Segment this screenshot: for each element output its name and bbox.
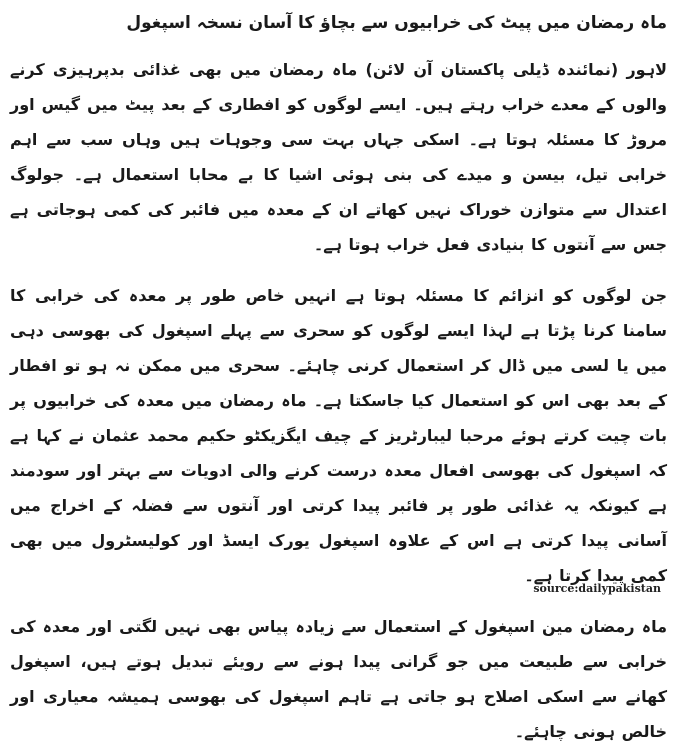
source-credit: source:dailypakistan bbox=[533, 582, 661, 595]
article-title: ماہ رمضان میں پیٹ کی خرابیوں سے بچاؤ کا آسان نسخہ اسپغول bbox=[126, 13, 667, 33]
article-paragraph-3: ماہ رمضان مین اسپغول کے استعمال سے زیادہ پیاس بھی نہیں لگتی اور معدہ کی خرابی سے طبیعت میں جو گرانی پیدا ہونے سے رویئے تبدیل ہوتے ہیں، اسپغول کھانے سے اسکی اصلاح ہو جاتی ہے تاہم اسپغول کی بھوسی ہمیشہ معیاری اور خالص ہونی چاہئے۔ bbox=[10, 617, 668, 741]
article-paragraph-2: جن لوگوں کو انزائم کا مسئلہ ہوتا ہے انہیں خاص طور پر معدہ کی خرابی کا سامنا کرنا پڑتا ہے لہذا ایسے لوگوں کو سحری سے پہلے اسپغول کی بھوسی دہی میں یا لسی میں ڈال کر استعمال کرنی چاہئے۔ سحری میں ممکن نہ ہو تو افطار کے بعد بھی اس کو استعمال کیا جاسکتا ہے۔ ماہ رمضان میں معدہ کی خرابیوں پر بات چیت کرتے ہوئے مرحبا لیبارٹریز کے چیف ایگزیکٹو حکیم محمد عثمان نے کہا ہے کہ اسپغول کی بھوسی افعال معدہ درست کرنے والی ادویات سے بہتر اور سودمند ہے کیونکہ یہ غذائی طور پر فائبر پیدا کرتی اور آنتوں سے فضلہ کے اخراج میں آسانی پیدا کرتی ہے اس کے علاوہ اسپغول یورک ایسڈ اور کولیسٹرول میں بھی کمی پیدا کرتا ہے۔ bbox=[10, 286, 667, 585]
article-paragraph-1: لاہور (نمائندہ ڈیلی پاکستان آن لائن) ماہ رمضان میں بھی غذائی بدپرہیزی کرنے والوں کے معدے خراب رہتے ہیں۔ ایسے لوگوں کو افطاری کے بعد پیٹ میں گیس اور مروڑ کا مسئلہ ہوتا ہے۔ اسکی جہاں بہت سی وجوہات ہیں وہاں سب سے اہم خرابی تیل، بیسن و میدے کی بنی ہوئی اشیا کا بے محابا استعمال ہے۔ جولوگ اعتدال سے متوازن خوراک نہیں کھاتے ان کے معدہ میں فائبر کی کمی ہوجاتی ہے جس سے آنتوں کا بنیادی فعل خراب ہوتا ہے۔ bbox=[10, 60, 667, 254]
